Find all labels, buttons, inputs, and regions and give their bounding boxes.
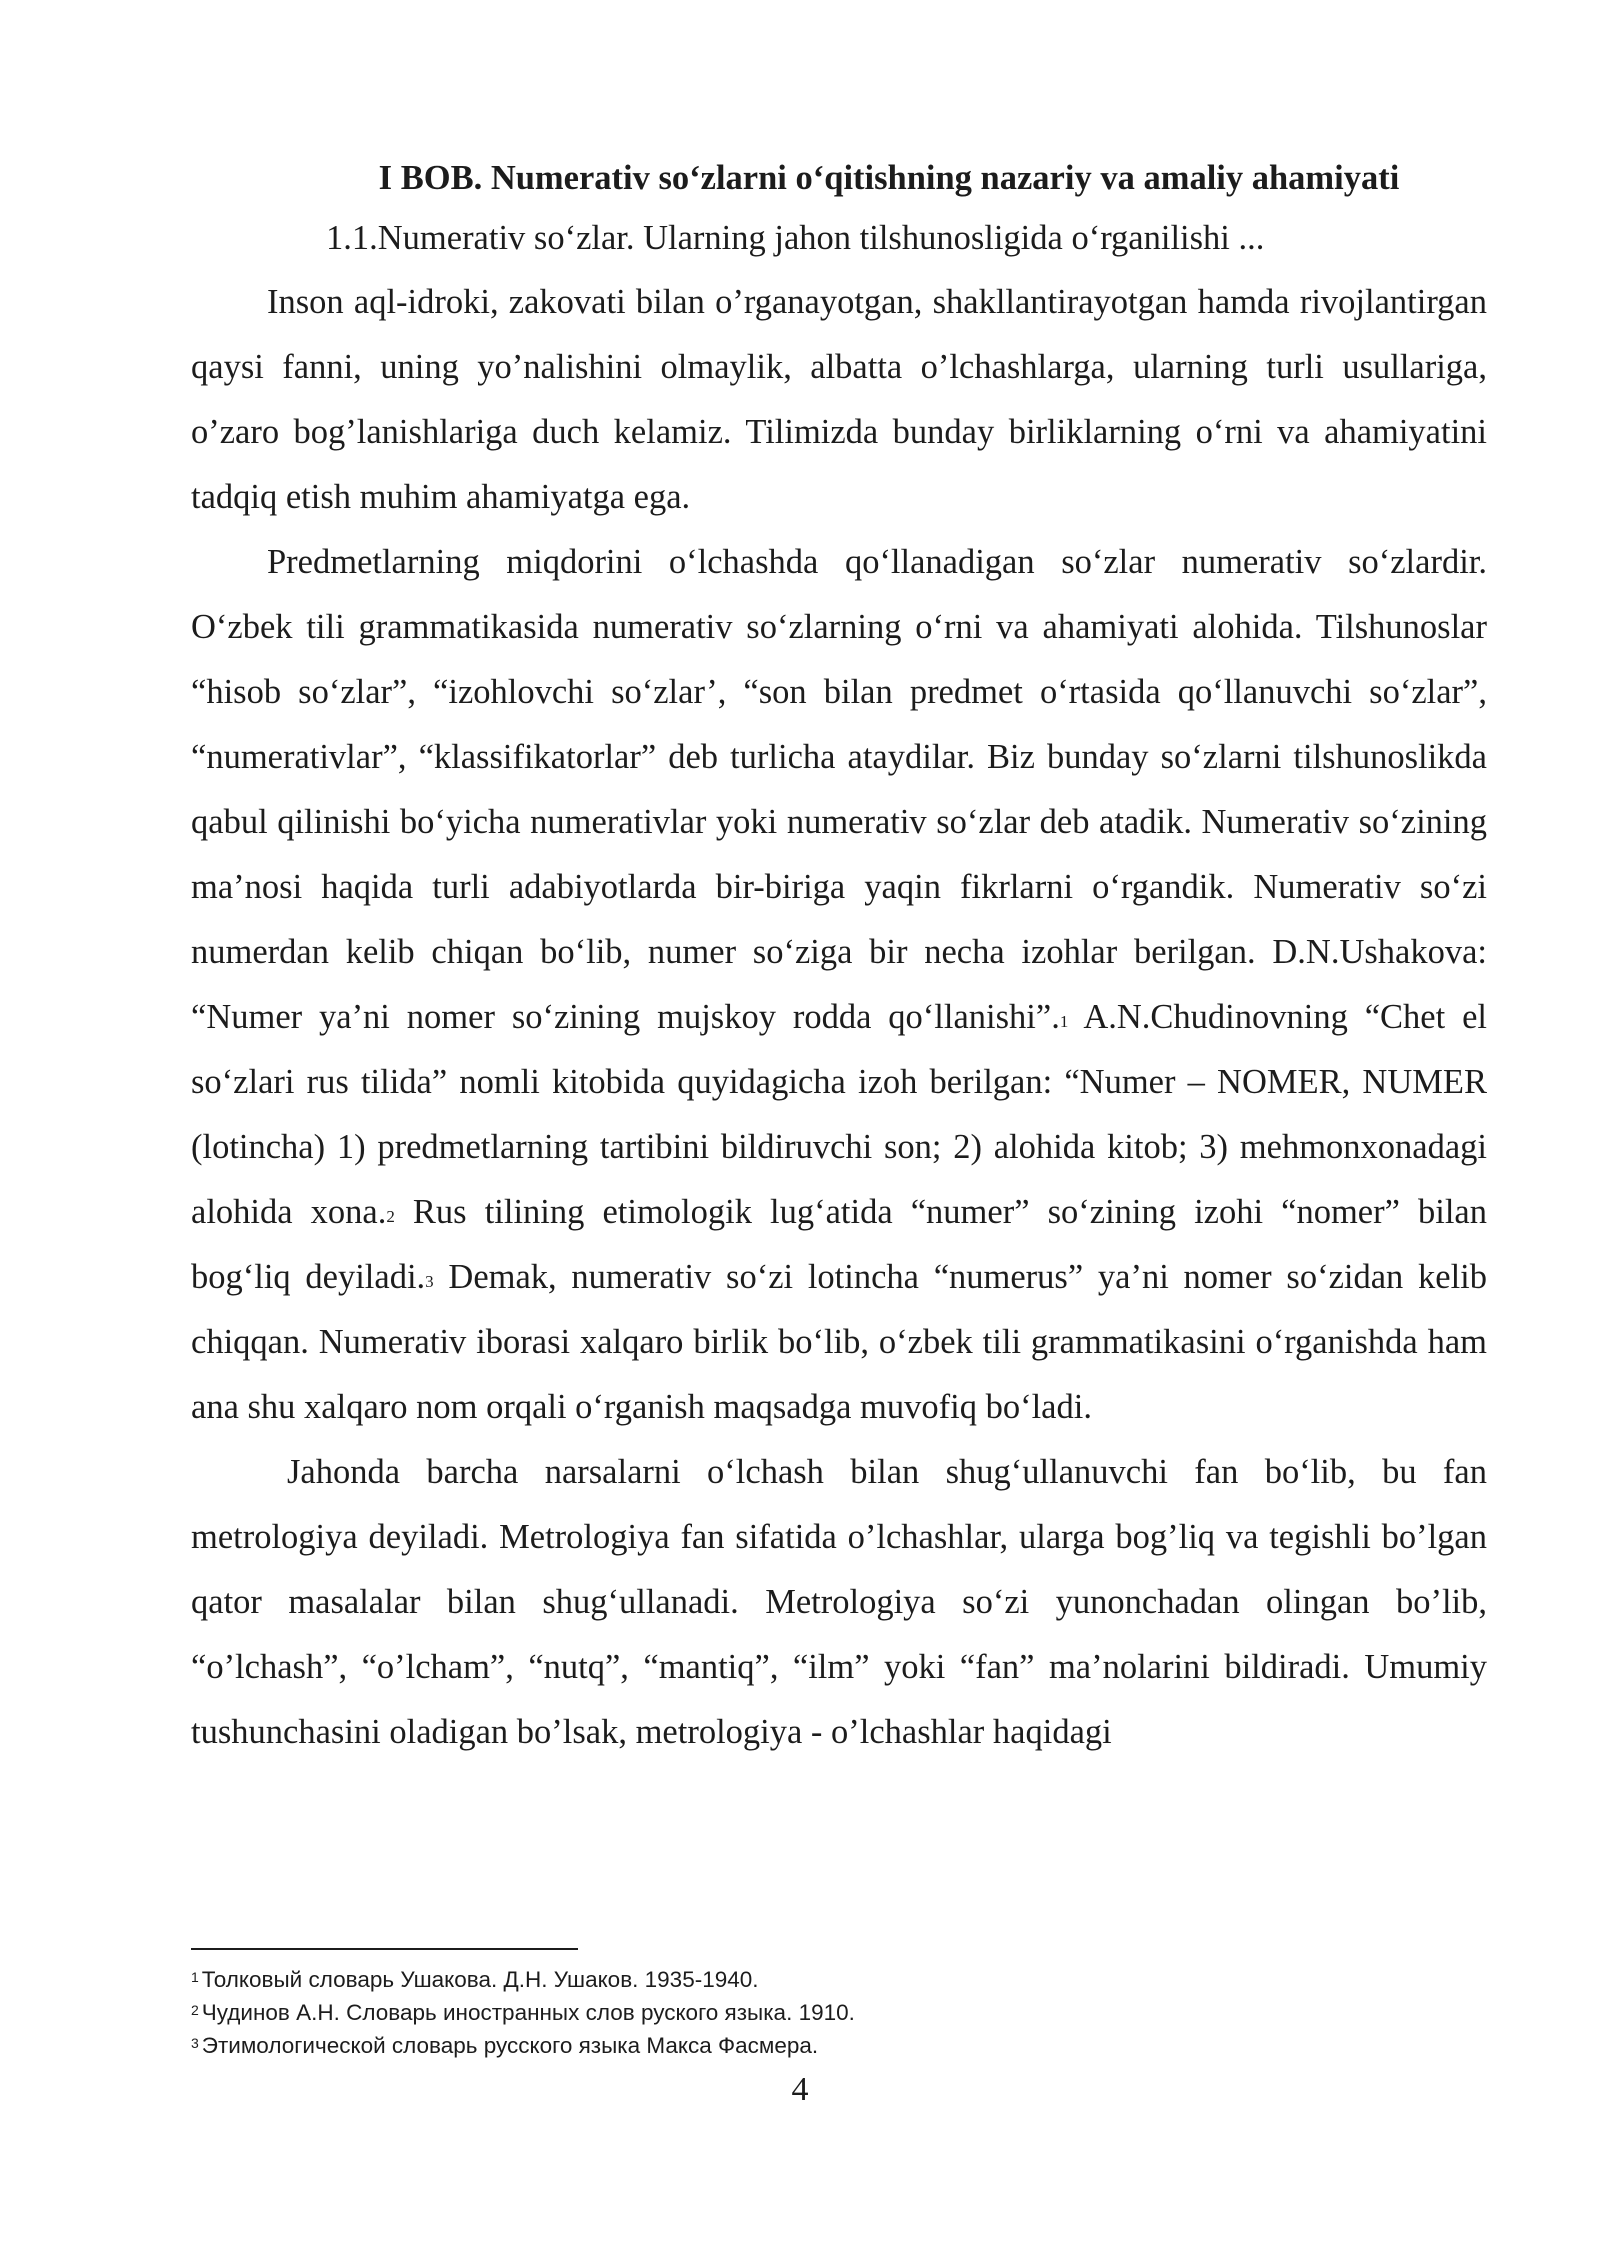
footnote-item <box>191 2029 1487 2062</box>
page-body <box>191 150 1487 1765</box>
footnotes <box>191 1963 1487 2062</box>
paragraph-2-part-c: Rus tilining etimologik lug‘atida “numer” so‘zining izohi “nomer” bilan bog‘liq deyiladi. <box>191 1193 1487 1296</box>
footnote-item <box>191 1996 1487 2029</box>
footnote-item <box>191 1963 1487 1996</box>
footnote-number: 2 <box>191 2002 199 2018</box>
footnote-separator <box>191 1948 578 1950</box>
footnote-text: Этимологической словарь русского языка Макса Фасмера. <box>201 2033 819 2058</box>
chapter-title: I BOB. Numerativ so‘zlarni o‘qitishning nazariy va amaliy ahamiyati <box>378 159 1400 197</box>
paragraph-2-part-a: Predmetlarning miqdorini o‘lchashda qo‘llanadigan so‘zlar numerativ so‘zlardir. O‘zbek tili grammatikasida numerativ so‘zlarning o‘rni va ahamiyati alohida. Tilshunoslar “hisob so‘zlar”, “izohlovchi so‘zlar’, “son bilan predmet o‘rtasida qo‘llanuvchi so‘zlar”, “numerativlar”, “klassifikatorlar” deb turlicha ataydilar. Biz bunday so‘zlarni tilshunoslikda qabul qilinishi bo‘yicha numerativlar yoki numerativ so‘zlar deb atadik. Numerativ so‘zining ma’nosi haqida turli adabiyotlarda bir-biriga yaqin fikrlarni o‘rgandik. Numerativ so‘zi numerdan kelib chiqan bo‘lib, numer so‘ziga bir necha izohlar berilgan. D.N.Ushakova: “Numer ya’ni nomer so‘zining mujskoy rodda qo‘llanishi”. <box>191 543 1487 1036</box>
paragraph-2-part-b: A.N.Chudinovning “Chet el so‘zlari rus tilida” nomli kitobida quyidagicha izoh berilgan: “Numer – NOMER, NUMER (lotincha) 1) predmetlarning tartibini bildiruvchi son; 2) alohida kitob; 3) mehmonxonadagi alohida xona. <box>191 998 1487 1231</box>
paragraph-2 <box>191 530 1487 1440</box>
footnote-number: 1 <box>191 1969 199 1985</box>
footnote-ref-3[interactable]: 3 <box>425 1272 434 1291</box>
page-number: 4 <box>791 2071 809 2108</box>
section-title: 1.1.Numerativ so‘zlar. Ularning jahon tilshunosligida o‘rganilishi ... <box>326 219 1265 257</box>
footnote-text: Чудинов А.Н. Словарь иностранных слов руского языка. 1910. <box>201 2000 855 2025</box>
footnote-text: Толковый словарь Ушакова. Д.Н. Ушаков. 1935-1940. <box>201 1967 759 1992</box>
footnote-number: 3 <box>191 2035 199 2051</box>
paragraph-3: Jahonda barcha narsalarni o‘lchash bilan shug‘ullanuvchi fan bo‘lib, bu fan metrologiya deyiladi. Metrologiya fan sifatida o’lchashlar, ularga bog’liq va tegishli bo’lgan qator masalalar bilan shug‘ullanadi. Metrologiya so‘zi yunonchadan olingan bo’lib, “o’lchash”, “o’lcham”, “nutq”, “mantiq”, “ilm” yoki “fan” ma’nolarini bildiradi. Umumiy tushunchasini oladigan bo’lsak, metrologiya - o’lchashlar haqidagi <box>191 1453 1487 1751</box>
paragraph-2-part-d: Demak, numerativ so‘zi lotincha “numerus” ya’ni nomer so‘zidan kelib chiqqan. Numerativ iborasi xalqaro birlik bo‘lib, o‘zbek tili grammatikasini o‘rganishda ham ana shu xalqaro nom orqali o‘rganish maqsadga muvofiq bo‘ladi. <box>191 1258 1488 1426</box>
paragraph-1: Inson aql-idroki, zakovati bilan o’rganayotgan, shakllantirayotgan hamda rivojlantirgan qaysi fanni, uning yo’nalishini olmaylik, albatta o’lchashlarga, ularning turli usullariga, o’zaro bog’lanishlariga duch kelamiz. Tilimizda bunday birliklarning o‘rni va ahamiyatini tadqiq etish muhim ahamiyatga ega. <box>191 283 1487 516</box>
footnote-ref-2[interactable]: 2 <box>386 1207 395 1226</box>
footnote-ref-1[interactable]: 1 <box>1059 1012 1069 1031</box>
